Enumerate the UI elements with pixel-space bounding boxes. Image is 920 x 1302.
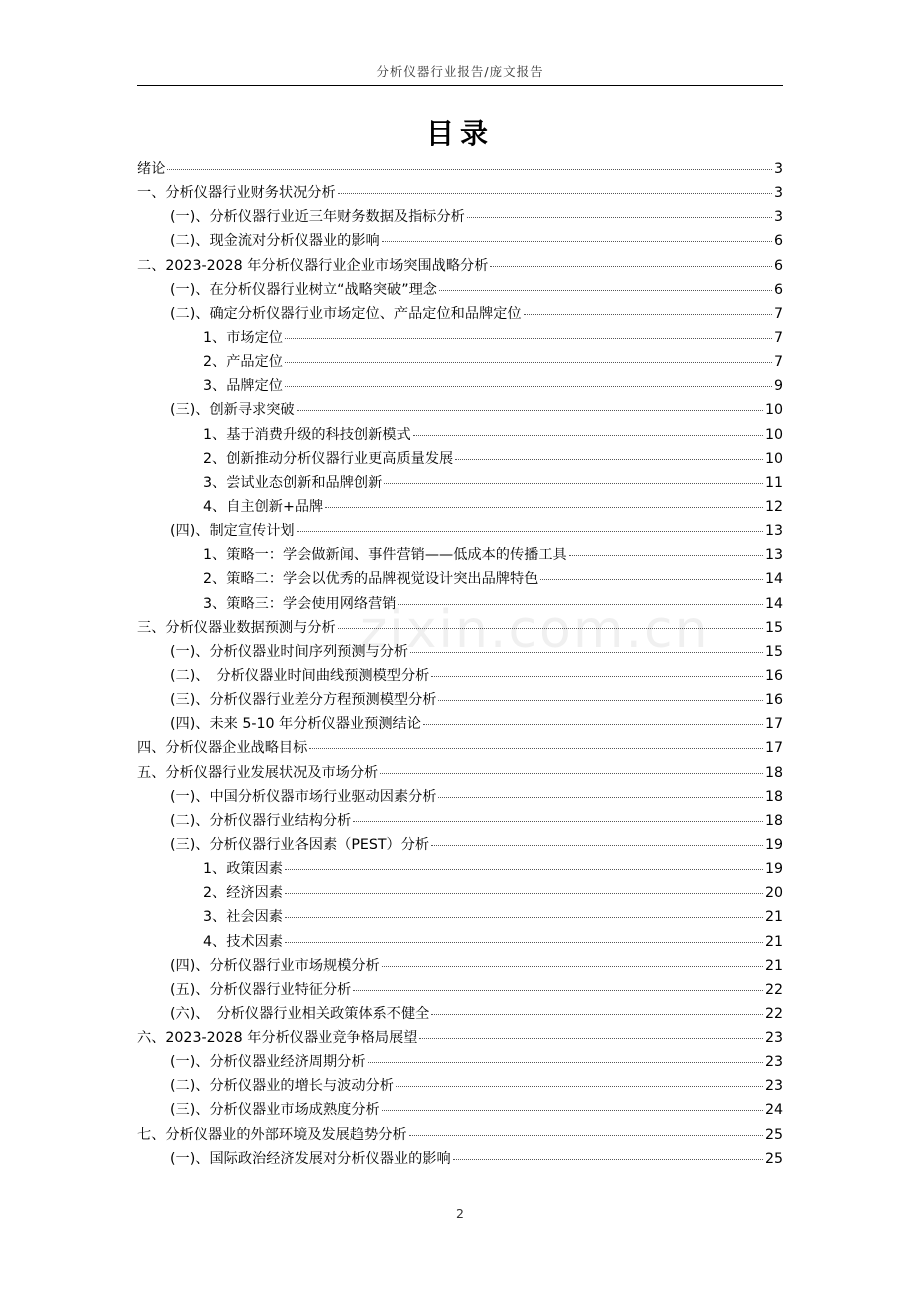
toc-dot-leader	[382, 240, 772, 242]
header-divider	[137, 85, 783, 86]
toc-entry[interactable]	[137, 423, 783, 447]
toc-dot-leader	[285, 916, 763, 918]
toc-dot-leader	[467, 216, 772, 218]
toc-entry-label: 2、策略二：学会以优秀的品牌视觉设计突出品牌特色	[203, 571, 539, 588]
toc-entry-page: 10	[764, 426, 783, 443]
toc-dot-leader	[167, 168, 772, 170]
toc-entry-page: 6	[773, 281, 783, 298]
toc-dot-leader	[380, 772, 763, 774]
toc-entry-label: (六)、 分析仪器行业相关政策体系不健全	[170, 1005, 430, 1022]
toc-dot-leader	[413, 434, 763, 436]
toc-entry[interactable]	[137, 543, 783, 567]
toc-entry-page: 22	[764, 1005, 783, 1022]
toc-entry[interactable]	[137, 954, 783, 978]
toc-entry[interactable]	[137, 688, 783, 712]
toc-entry-page: 23	[764, 1030, 783, 1047]
toc-entry-label: 1、策略一：学会做新闻、事件营销——低成本的传播工具	[203, 547, 567, 564]
toc-entry[interactable]	[137, 881, 783, 905]
toc-entry-label: 3、社会因素	[203, 909, 283, 926]
toc-dot-leader	[285, 868, 763, 870]
toc-entry-label: 1、政策因素	[203, 861, 283, 878]
toc-entry-label: 七、分析仪器业的外部环境及发展趋势分析	[137, 1126, 407, 1143]
toc-dot-leader	[438, 699, 762, 701]
toc-entry-label: (四)、制定宣传计划	[170, 523, 295, 540]
toc-entry[interactable]	[137, 857, 783, 881]
toc-dot-leader	[423, 723, 763, 725]
toc-entry-page: 22	[764, 981, 783, 998]
toc-dot-leader	[569, 554, 763, 556]
toc-entry-page: 21	[764, 933, 783, 950]
toc-entry[interactable]	[137, 471, 783, 495]
toc-entry-page: 14	[764, 595, 783, 612]
toc-dot-leader	[410, 651, 763, 653]
toc-entry-page: 18	[764, 812, 783, 829]
toc-entry-page: 6	[773, 257, 783, 274]
toc-dot-leader	[431, 675, 763, 677]
toc-entry-label: 3、品牌定位	[203, 378, 283, 395]
page-number: 2	[456, 1206, 464, 1221]
toc-entry-page: 25	[764, 1150, 783, 1167]
toc-dot-leader	[297, 530, 763, 532]
toc-entry[interactable]	[137, 374, 783, 398]
toc-entry-label: 2、创新推动分析仪器行业更高质量发展	[203, 450, 454, 467]
toc-dot-leader	[285, 941, 763, 943]
page-title: 目录	[425, 117, 494, 150]
toc-entry-page: 9	[773, 378, 783, 395]
toc-dot-leader	[382, 1109, 763, 1111]
toc-entry[interactable]	[137, 254, 783, 278]
toc-dot-leader	[368, 1061, 763, 1063]
toc-entry[interactable]	[137, 519, 783, 543]
toc-dot-leader	[338, 192, 772, 194]
toc-entry[interactable]	[137, 205, 783, 229]
toc-entry-page: 18	[764, 788, 783, 805]
toc-entry-label: (二)、分析仪器业的增长与波动分析	[170, 1078, 394, 1095]
running-header: 分析仪器行业报告/庞文报告	[376, 64, 544, 79]
toc-entry-page: 15	[764, 643, 783, 660]
toc-dot-leader	[285, 385, 772, 387]
toc-entry-label: (四)、未来 5-10 年分析仪器业预测结论	[170, 716, 421, 733]
toc-entry[interactable]	[137, 157, 783, 181]
toc-entry-page: 17	[764, 740, 783, 757]
toc-entry-label: (一)、分析仪器行业近三年财务数据及指标分析	[170, 209, 465, 226]
toc-entry-page: 10	[764, 402, 783, 419]
toc-dot-leader	[438, 796, 762, 798]
toc-entry-page: 7	[773, 354, 783, 371]
toc-entry[interactable]	[137, 1002, 783, 1026]
toc-dot-leader	[309, 747, 763, 749]
toc-entry-page: 21	[764, 909, 783, 926]
toc-dot-leader	[297, 409, 763, 411]
toc-entry-label: (二)、分析仪器行业结构分析	[170, 812, 352, 829]
toc-entry-page: 13	[764, 523, 783, 540]
toc-entry-page: 20	[764, 885, 783, 902]
toc-dot-leader	[524, 313, 772, 315]
toc-entry-page: 23	[764, 1078, 783, 1095]
toc-entry[interactable]	[137, 809, 783, 833]
toc-entry-label: (一)、在分析仪器行业树立“战略突破”理念	[170, 281, 437, 298]
toc-entry[interactable]	[137, 1074, 783, 1098]
toc-entry[interactable]	[137, 1147, 783, 1171]
toc-entry-label: 4、技术因素	[203, 933, 283, 950]
toc-dot-leader	[384, 482, 763, 484]
toc-entry-label: 三、分析仪器业数据预测与分析	[137, 619, 336, 636]
toc-entry[interactable]	[137, 567, 783, 591]
toc-entry-page: 19	[764, 836, 783, 853]
toc-entry-label: 二、2023-2028 年分析仪器行业企业市场突围战略分析	[137, 257, 489, 274]
toc-entry-label: (三)、分析仪器行业差分方程预测模型分析	[170, 692, 437, 709]
toc-entry-label: (三)、分析仪器业市场成熟度分析	[170, 1102, 380, 1119]
table-of-contents	[137, 157, 783, 1171]
toc-entry-page: 3	[773, 209, 783, 226]
toc-entry[interactable]	[137, 930, 783, 954]
toc-entry-label: (四)、分析仪器行业市场规模分析	[170, 957, 380, 974]
toc-dot-leader	[409, 1134, 763, 1136]
toc-entry-page: 6	[773, 233, 783, 250]
toc-entry-page: 21	[764, 957, 783, 974]
toc-dot-leader	[453, 1158, 763, 1160]
toc-entry[interactable]	[137, 1050, 783, 1074]
toc-entry-label: 3、尝试业态创新和品牌创新	[203, 474, 383, 491]
toc-entry-page: 3	[773, 161, 783, 177]
toc-dot-leader	[382, 965, 763, 967]
toc-entry[interactable]	[137, 664, 783, 688]
toc-dot-leader	[431, 1013, 763, 1015]
toc-entry-label: 3、策略三：学会使用网络营销	[203, 595, 397, 612]
toc-entry-label: (一)、分析仪器业时间序列预测与分析	[170, 643, 409, 660]
toc-entry[interactable]	[137, 350, 783, 374]
toc-dot-leader	[285, 337, 772, 339]
watermark: zixin.com.cn	[360, 600, 710, 660]
toc-dot-leader	[285, 892, 763, 894]
toc-entry-page: 7	[773, 305, 783, 322]
toc-entry[interactable]	[137, 302, 783, 326]
toc-dot-leader	[353, 820, 763, 822]
toc-entry-label: 一、分析仪器行业财务状况分析	[137, 185, 336, 202]
toc-dot-leader	[353, 989, 763, 991]
toc-entry[interactable]	[137, 640, 783, 664]
toc-entry-page: 3	[773, 185, 783, 202]
toc-entry-label: (一)、国际政治经济发展对分析仪器业的影响	[170, 1150, 451, 1167]
toc-entry-label: (二)、 分析仪器业时间曲线预测模型分析	[170, 667, 430, 684]
toc-entry[interactable]	[137, 1123, 783, 1147]
toc-entry-label: 绪论	[137, 161, 166, 177]
toc-entry[interactable]	[137, 181, 783, 205]
toc-entry[interactable]	[137, 398, 783, 422]
toc-entry-page: 12	[764, 498, 783, 515]
toc-entry-label: (二)、确定分析仪器行业市场定位、产品定位和品牌定位	[170, 305, 522, 322]
toc-entry-page: 18	[764, 764, 783, 781]
toc-entry-page: 23	[764, 1054, 783, 1071]
toc-entry-page: 7	[773, 329, 783, 346]
toc-entry-page: 15	[764, 619, 783, 636]
toc-entry[interactable]	[137, 1026, 783, 1050]
toc-dot-leader	[455, 458, 763, 460]
toc-entry-label: 五、分析仪器行业发展状况及市场分析	[137, 764, 379, 781]
toc-entry-page: 14	[764, 571, 783, 588]
toc-entry[interactable]	[137, 447, 783, 471]
toc-entry-label: 2、经济因素	[203, 885, 283, 902]
toc-entry-page: 13	[764, 547, 783, 564]
toc-dot-leader	[540, 578, 763, 580]
toc-dot-leader	[325, 506, 763, 508]
toc-dot-leader	[396, 1085, 763, 1087]
toc-entry-page: 10	[764, 450, 783, 467]
toc-entry-page: 17	[764, 716, 783, 733]
toc-dot-leader	[285, 361, 772, 363]
toc-entry-label: 4、自主创新+品牌	[203, 498, 324, 515]
toc-entry[interactable]	[137, 712, 783, 736]
toc-dot-leader	[431, 844, 763, 846]
toc-entry-page: 16	[764, 692, 783, 709]
toc-entry-page: 19	[764, 861, 783, 878]
toc-entry[interactable]	[137, 905, 783, 929]
toc-entry-label: 2、产品定位	[203, 354, 283, 371]
toc-entry[interactable]	[137, 495, 783, 519]
toc-dot-leader	[490, 265, 772, 267]
toc-entry[interactable]	[137, 736, 783, 760]
toc-entry-label: (一)、中国分析仪器市场行业驱动因素分析	[170, 788, 437, 805]
toc-entry[interactable]	[137, 229, 783, 253]
toc-entry-label: (五)、分析仪器行业特征分析	[170, 981, 352, 998]
toc-entry-label: (三)、创新寻求突破	[170, 402, 295, 419]
toc-dot-leader	[338, 627, 763, 629]
toc-entry-page: 25	[764, 1126, 783, 1143]
toc-entry[interactable]	[137, 785, 783, 809]
toc-entry-label: 1、市场定位	[203, 329, 283, 346]
toc-entry[interactable]	[137, 1098, 783, 1122]
toc-entry[interactable]	[137, 592, 783, 616]
toc-entry[interactable]	[137, 278, 783, 302]
toc-entry-label: 六、2023-2028 年分析仪器业竞争格局展望	[137, 1030, 418, 1047]
toc-entry[interactable]	[137, 833, 783, 857]
toc-dot-leader	[419, 1037, 762, 1039]
toc-entry[interactable]	[137, 978, 783, 1002]
toc-dot-leader	[398, 603, 762, 605]
toc-entry-label: (一)、分析仪器业经济周期分析	[170, 1054, 366, 1071]
toc-entry-page: 11	[764, 474, 783, 491]
toc-entry-label: 四、分析仪器企业战略目标	[137, 740, 308, 757]
toc-entry-page: 24	[764, 1102, 783, 1119]
toc-entry[interactable]	[137, 761, 783, 785]
toc-entry-label: (二)、现金流对分析仪器业的影响	[170, 233, 380, 250]
toc-entry-page: 16	[764, 667, 783, 684]
toc-entry-label: 1、基于消费升级的科技创新模式	[203, 426, 411, 443]
toc-dot-leader	[439, 289, 772, 291]
toc-entry[interactable]	[137, 326, 783, 350]
toc-entry[interactable]	[137, 616, 783, 640]
toc-entry-label: (三)、分析仪器行业各因素（PEST）分析	[170, 836, 430, 853]
